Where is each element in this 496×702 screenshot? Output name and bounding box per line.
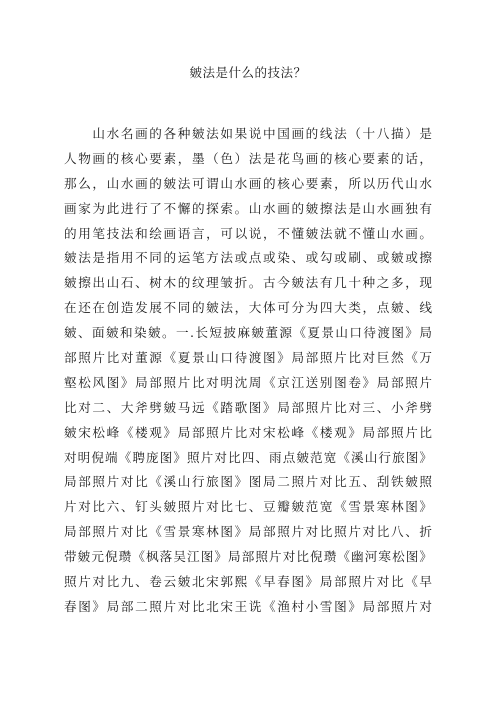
- body-line-11: 壑松风图》局部照片比对明沈周《京江送别图卷》局部照片: [64, 374, 432, 390]
- body-line-10: 部照片比对董源《夏景山口待渡图》局部照片比对巨然《万: [64, 350, 432, 366]
- body-line-16: 片对比六、钉头皴照片对比七、豆瓣皴范宽《雪景寒林图》: [64, 499, 432, 515]
- body-line-13: 皴宋松峰《楼观》局部照片比对宋松峰《楼观》局部照片比: [64, 424, 432, 440]
- body-line-18: 带皴元倪瓒《枫落吴江图》局部照片对比倪瓒《幽河寒松图》: [64, 549, 432, 565]
- body-line-14: 对明倪端《聘庞图》照片对比四、雨点皴范宽《溪山行旅图》: [64, 449, 432, 465]
- body-line-15: 局部照片对比《溪山行旅图》图局二照片对比五、刮铁皴照: [64, 474, 432, 490]
- body-line-3: 那么，山水画的皴法可谓山水画的核心要素，所以历代山水: [64, 175, 432, 191]
- document-title: 皴法是什么的技法？: [189, 65, 307, 80]
- body-line-4: 画家为此进行了不懈的探索。山水画的皴擦法是山水画独有: [64, 200, 432, 216]
- body-line-12: 比对二、大斧劈皴马远《踏歌图》局部照片比对三、小斧劈: [64, 399, 432, 415]
- body-line-6: 皴法是指用不同的运笔方法或点或染、或勾或刷、或皴或擦: [64, 250, 432, 266]
- body-line-8: 在还在创造发展不同的皴法，大体可分为四大类，点皴、线: [64, 300, 432, 316]
- body-line-20: 春图》局部二照片对比北宋王诜《渔村小雪图》局部照片对: [64, 598, 432, 614]
- body-line-19: 照片对比九、卷云皴北宋郭熙《早春图》局部照片对比《早: [64, 574, 432, 590]
- body-line-1: 山水名画的各种皴法如果说中国画的线法（十八描）是: [64, 126, 432, 141]
- body-line-7: 皴擦出山石、树木的纹理皱折。古今皴法有几十种之多，现: [64, 275, 432, 291]
- body-line-17: 局部照片对比《雪景寒林图》局部照片对比照片对比八、折: [64, 524, 432, 540]
- body-line-9: 皴、面皴和染皴。一.长短披麻皴董源《夏景山口待渡图》局: [64, 325, 432, 341]
- body-line-5: 的用笔技法和绘画语言，可以说，不懂皴法就不懂山水画。: [64, 225, 432, 241]
- document-body: [64, 122, 432, 620]
- body-line-2: 人物画的核心要素，墨（色）法是花鸟画的核心要素的话，: [64, 150, 432, 166]
